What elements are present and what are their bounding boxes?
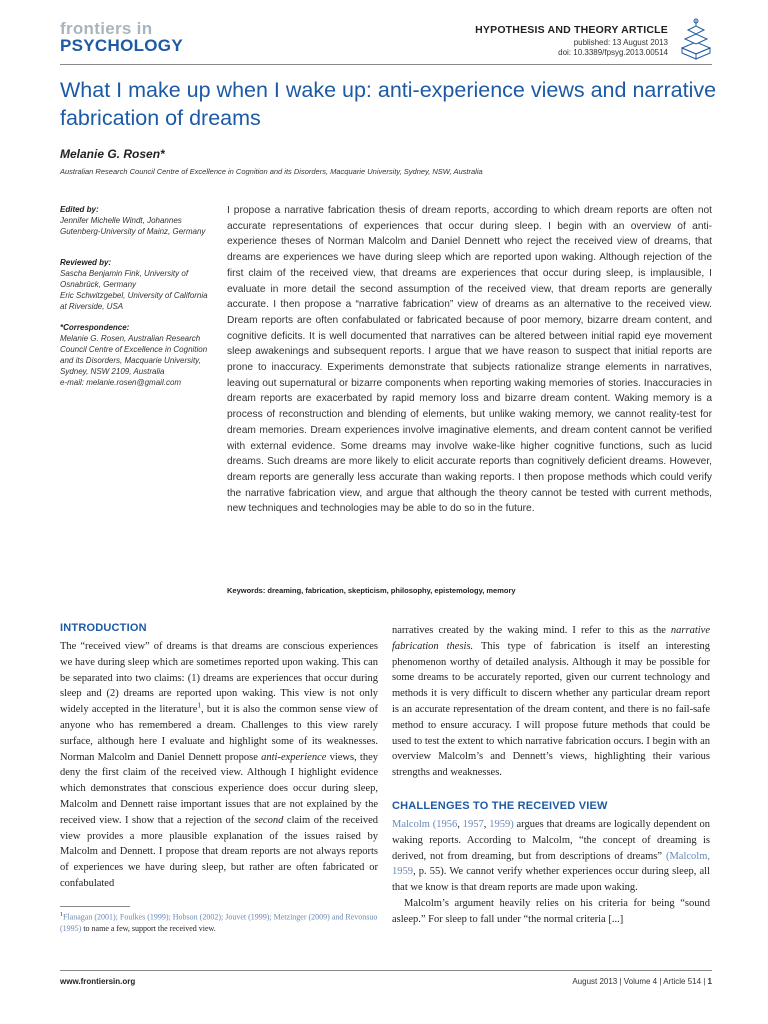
website-link[interactable]: www.frontiersin.org bbox=[60, 977, 136, 986]
reviewer-2: Eric Schwitzgebel, University of California at Riverside, USA bbox=[60, 291, 208, 311]
published-date: published: 13 August 2013 bbox=[573, 38, 668, 47]
author: Melanie G. Rosen* bbox=[60, 147, 165, 161]
publication-info bbox=[558, 38, 668, 58]
reviewer-1: Sascha Benjamin Fink, University of Osnabrück, Germany bbox=[60, 269, 189, 289]
edited-by: Jennifer Michelle Windt, Johannes Gutenberg-University of Mainz, Germany bbox=[60, 216, 206, 236]
email-link[interactable]: e-mail: melanie.rosen@gmail.com bbox=[60, 378, 182, 387]
challenges-paragraph-1: Malcolm (1956, 1957, 1959) argues that dreams are logically dependent on waking reports. According to Malcolm, “the concept of dreaming is derived, not from dreaming, but from descriptions of dreams” (Malcolm, 1959, p. 55). We cannot verify whether experiences occur during sleep, all that we know is that dream reports are made upon waking. bbox=[392, 819, 711, 894]
journal-logo-bottom: PSYCHOLOGY bbox=[60, 36, 183, 55]
journal-logo-top: frontiers in bbox=[60, 19, 153, 38]
doi: doi: 10.3389/fpsyg.2013.00514 bbox=[558, 48, 668, 57]
citation-malcolm-1959-p55[interactable]: (Malcolm, 1959 bbox=[392, 850, 710, 878]
footnote-rule bbox=[60, 906, 130, 907]
introduction-paragraph: The “received view” of dreams is that dreams are conscious experiences we have during sleep which are sometimes reported upon waking. This can be separated into two claims: (1) dreams are experiences that occur during sleep and (2) dreams are reported upon waking. This view is not only widely accepted in the literature$^1$, but it is also the common sense view of anyone who has remembered a dream. Challenges to this view rarely surface, although here I evaluate and highlight some of its weaknesses. Norman Malcolm and Daniel Dennett propose anti-experience views, they deny the first claim of the received view. Although I highlight evidence which demonstrates that conscious experience does occur during sleep, Malcolm and Dennett raise important issues that are not explained by the received view. I show that a rejection of the second claim of the received view provides a more plausible explanation of the issues raised by Malcolm and Dennett. I propose that dream reports are not always reports of experiences we have during sleep, but rather are often fabricated or confabulated bbox=[60, 641, 378, 889]
edited-by-label: Edited by: bbox=[60, 205, 99, 214]
issue-info: August 2013 | Volume 4 | Article 514 | 1 bbox=[572, 977, 712, 986]
footnote: $^1$Flanagan (2001); Foulkes (1999); Hobson (2002); Jouvet (1999); Metzinger (2009) and Revonsuo (1995) to name a few, support the received view. bbox=[60, 912, 378, 933]
introduction-column-left bbox=[60, 639, 378, 892]
challenges-column bbox=[392, 817, 710, 928]
footnote-references[interactable]: Flanagan (2001); Foulkes (1999); Hobson (2002); Jouvet (1999); Metzinger (2009) and Revonsuo (1995) bbox=[60, 912, 378, 933]
keywords: Keywords: dreaming, fabrication, skepticism, philosophy, epistemology, memory bbox=[227, 586, 516, 595]
challenges-heading: CHALLENGES TO THE RECEIVED VIEW bbox=[392, 800, 608, 812]
sidebar-edited bbox=[60, 204, 210, 237]
article-title: What I make up when I wake up: anti-experience views and narrative fabrication of dreams bbox=[60, 78, 717, 130]
citation-malcolm-1957[interactable]: 1957 bbox=[462, 819, 484, 830]
footer-rule bbox=[60, 970, 712, 971]
sidebar-correspondence bbox=[60, 322, 210, 388]
citation-malcolm-1959[interactable]: 1959) bbox=[489, 819, 514, 830]
sidebar-reviewed bbox=[60, 257, 210, 312]
introduction-heading: INTRODUCTION bbox=[60, 622, 147, 634]
citation-malcolm-1956[interactable]: Malcolm (1956 bbox=[392, 819, 458, 830]
introduction-column-right bbox=[392, 623, 710, 781]
abstract: I propose a narrative fabrication thesis of dream reports, according to which dream reports are often not accurate representations of experiences that occur during sleep. I begin with an overview of anti-experience theses of Norman Malcolm and Daniel Dennett who reject the received view of dreams, that dreams are experiences we have during sleep which are reported upon waking. Although rejection of the first claim of the received view, that dreams are experiences that occur during sleep, is implausible, I evaluate in more detail the second assumption of the received view, that dream reports are generally accurate. I then propose a “narrative fabrication” view of dreams as an alternative to the received view. Dream reports are often confabulated or fabricated because of poor memory, bizarre dream content, and cognitive deficits. It is well documented that narratives can be altered between initial rapid eye movement sleep awakenings and subsequent reports. I argue that we have reason to suspect that initial reports are prone to inaccuracy. Experiments demonstrate that subjects rationalize strange elements in narratives, leaving out supernatural or bizarre components when reporting waking memories of stories. Inaccuracies in dream reports are exacerbated by rapid memory loss and bizarre dream content. Waking memory is a process of reconstruction and blending of elements, but unlike waking memory, we cannot reality-test for dream memories. Dream experiences involve imaginative elements, and dream content cannot be verified with external evidence. Some dreams may involve wake-like higher cognitive functions, such as lucid dreams. Such dreams are more likely to elicit accurate reports than cognitively deficient dreams. However, dream reports are generally less accurate than waking reports. I then propose methods which could verify the narrative fabrication view, and argue that although the theory cannot be tested with current methods, new techniques and technologies may be able to do so in the future. bbox=[227, 205, 712, 515]
challenges-paragraph-2: Malcolm’s argument heavily relies on his criteria for being “sound asleep.” For sleep to fall under “the normal criteria [...] bbox=[392, 897, 710, 925]
stacked-books-icon bbox=[678, 18, 712, 62]
article-type: HYPOTHESIS AND THEORY ARTICLE bbox=[475, 24, 668, 36]
header-rule bbox=[60, 64, 712, 65]
correspondence-label: *Correspondence: bbox=[60, 323, 130, 332]
affiliation: Australian Research Council Centre of Excellence in Cognition and its Disorders, Macquarie University, Sydney, NSW, Australia bbox=[60, 167, 483, 176]
reviewed-by-label: Reviewed by: bbox=[60, 258, 112, 267]
correspondence: Melanie G. Rosen, Australian Research Council Centre of Excellence in Cognition and its Disorders, Macquarie University, Sydney, NSW 2109, Australia bbox=[60, 334, 208, 376]
introduction-paragraph-continued: narratives created by the waking mind. I refer to this as the narrative fabrication thesis. This type of fabrication is itself an interesting phenomenon worthy of detailed analysis. Although it may be possible for some dreams to be accurately reported, given our current technology and methods it is very difficult to discern whether any particular dream report is an accurate representation of the dream content, and there is no fail-safe method to ensure accuracy. I will propose future methods that could be used to test the extent to which narrative fabrication occurs. I begin with an overview Malcolm’s and Dennett’s views, highlighting their various strengths and weaknesses. bbox=[392, 625, 710, 779]
page-number: 1 bbox=[707, 977, 712, 986]
footnote-marker[interactable]: 1 bbox=[197, 701, 201, 710]
